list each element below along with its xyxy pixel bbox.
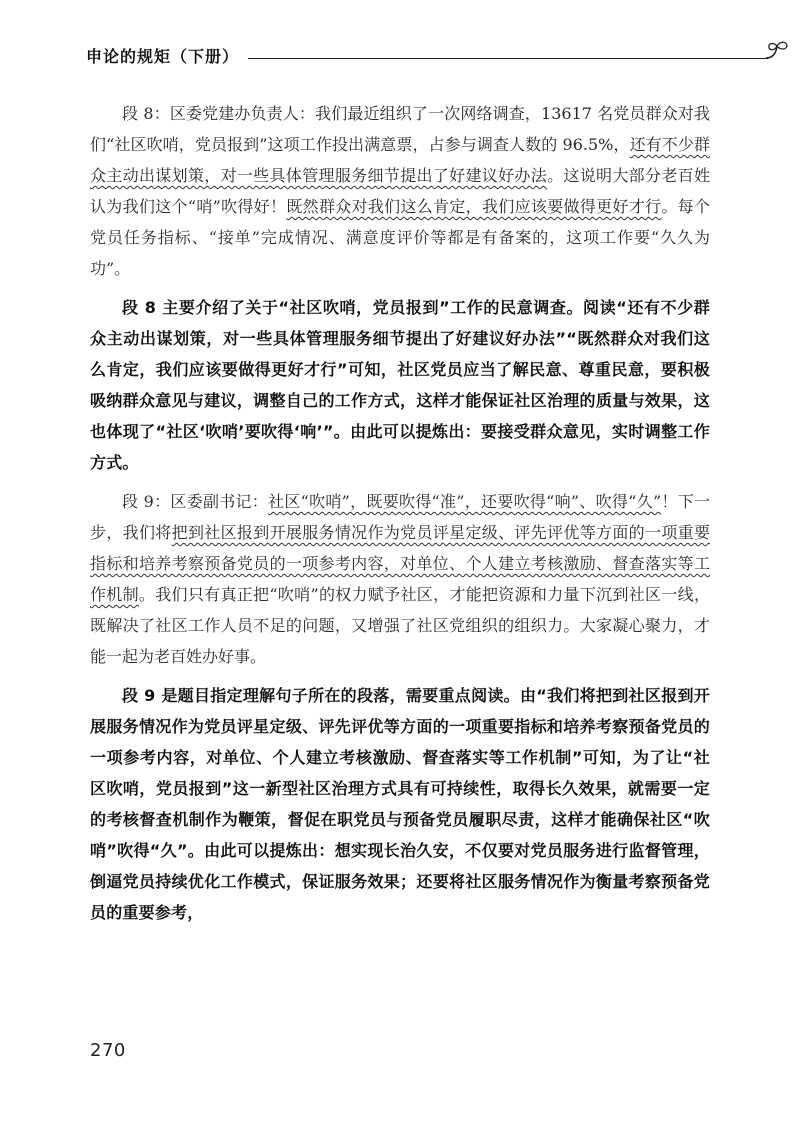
main-content xyxy=(90,98,710,936)
paragraph-text: 段 8 主要介绍了关于“社区吹哨，党员报到”工作的民意调查。阅读“还有不少群众主动出谋划策，对一些具体管理服务细节提出了好建议好办法”“既然群众对我们这么肯定，我们应该要做得更好才行”可知，社区党员应当了解民意、尊重民意，要积极吸纳群众意见与建议，调整自己的工作方式，这样才能保证社区治理的质量与效果，这也体现了“社区‘吹哨’要吹得‘响’”。由此可以提炼出：要接受群众意见，实时调整工作方式。 xyxy=(90,298,710,472)
paragraph-text: 段 9：区委副书记： xyxy=(122,492,269,511)
analysis-paragraph xyxy=(90,292,710,478)
paragraph-text: 段 8：区委党建办负责人：我们最近组织了一次网络调查，13617 名党员群众对我们“社区吹哨，党员报到”这项工作投出满意票，占参与调查人数的 96.5%， xyxy=(90,104,710,154)
header-title: 申论的规矩（下册） xyxy=(86,47,240,66)
underlined-text: 还有不少群众主动出谋划策，对一些具体管理服务细节提出了好建议好办法 xyxy=(90,135,710,185)
material-paragraph xyxy=(90,486,710,672)
underlined-text: 把到社区报到开展服务情况作为党员评星定级、评先评优等方面的一项重要指标和培养考察预备党员的一项参考内容，对单位、个人建立考核激励、督查落实等工作机制 xyxy=(90,523,710,604)
sprout-icon xyxy=(762,40,792,66)
page-number: 270 xyxy=(90,1040,126,1061)
paragraph-text: 。我们只有真正把“吹哨”的权力赋予社区，才能把资源和力量下沉到社区一线，既解决了社区工作人员不足的问题，又增强了社区党组织的组织力。大家凝心聚力，才能一起为老百姓办好事。 xyxy=(90,585,710,666)
paragraph-text: 。这说明大部分老百姓认为我们这个“哨”吹得好！ xyxy=(90,166,710,216)
underlined-text: 社区“吹哨”，既要吹得“准”，还要吹得“响”、吹得“久” xyxy=(268,492,662,511)
paragraph-text: 。每个党员任务指标、“接单”完成情况、满意度评价等都是有备案的，这项工作要“久久为功”。 xyxy=(90,197,710,278)
paragraph-text: 段 9 是题目指定理解句子所在的段落，需要重点阅读。由“我们将把到社区报到开展服务情况作为党员评星定级、评先评优等方面的一项重要指标和培养考察预备党员的一项参考内容，对单位、个人建立考核激励、督查落实等工作机制”可知，为了让“社区吹哨，党员报到”这一新型社区治理方式具有可持续性，取得长久效果，就需要一定的考核督查机制作为鞭策，督促在职党员与预备党员履职尽责，这样才能确保社区“吹哨”吹得“久”。由此可以提炼出：想实现长治久安，不仅要对党员服务进行监督管理，倒逼党员持续优化工作模式，保证服务效果；还要将社区服务情况作为衡量考察预备党员的重要参考， xyxy=(90,686,710,922)
paragraph-text: ！下一步，我们将 xyxy=(90,492,710,542)
analysis-paragraph xyxy=(90,680,710,928)
header-rule xyxy=(248,58,768,59)
material-paragraph xyxy=(90,98,710,284)
running-header xyxy=(86,40,706,70)
underlined-text: 既然群众对我们这么肯定，我们应该要做得更好才行 xyxy=(286,197,662,216)
